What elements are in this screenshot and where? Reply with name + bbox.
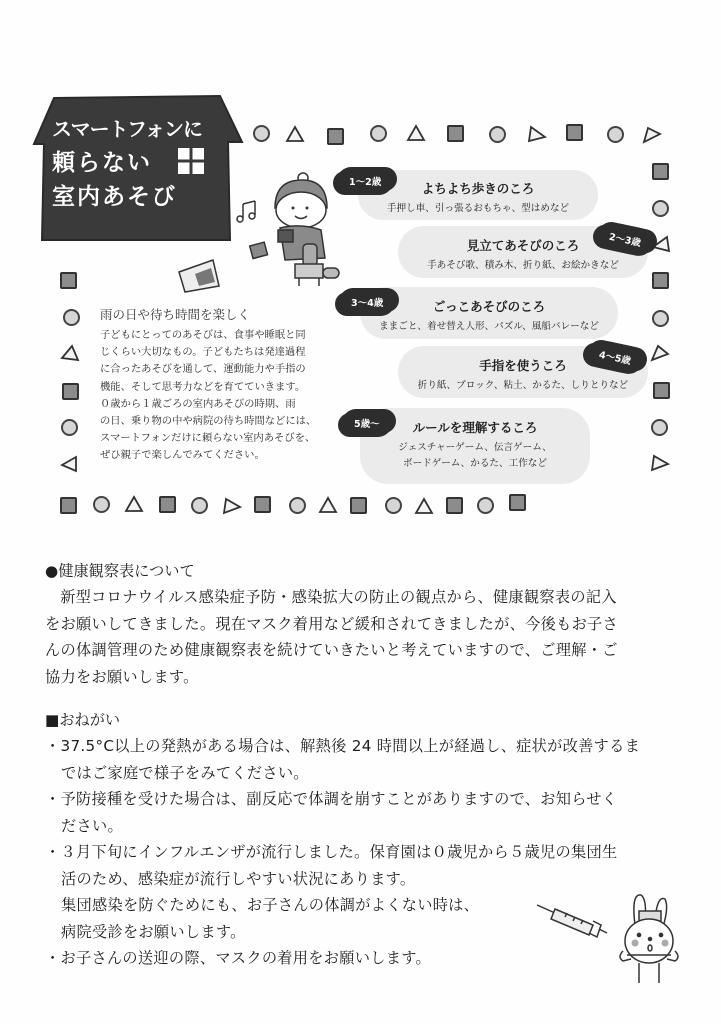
triangle-shape [406, 124, 426, 142]
age-badge: 1～2歳 [340, 170, 390, 192]
circle-shape [289, 497, 306, 514]
intro-line: ０歳から１歳ごろの室内あそびの時期、雨 [100, 397, 296, 410]
request-item [45, 786, 685, 839]
circle-shape [93, 496, 110, 513]
request-line: 活のため、感染症が流行しやすい状況にあります。 [61, 869, 416, 888]
intro-line: の日、乗り物の中や病院の待ち時間などには、 [100, 415, 317, 428]
stage-title: ごっこあそびのころ [432, 299, 546, 314]
stage-title: よちよち歩きのころ [421, 181, 535, 196]
square-shape [509, 494, 526, 511]
paragraph-line: んの体調管理のため健康観察表を続けていきたいと考えていますので、ご理解・ご [45, 641, 618, 659]
triangle-shape [285, 125, 305, 143]
age-badge: 2～3歳 [598, 223, 652, 255]
circle-shape [385, 497, 402, 514]
triangle-shape [124, 495, 144, 513]
paragraph-line: 協力をお願いします。 [45, 667, 199, 686]
title-line-3: 室内あそび [52, 184, 177, 210]
paragraph-line: 新型コロナウイルス感染症予防・感染拡大の防止の観点から、健康観察表の記入 [60, 588, 617, 606]
square-shape [447, 125, 464, 142]
stage-title: 見立てあそびのころ [466, 238, 580, 253]
stage-title: ルールを理解するころ [412, 420, 538, 435]
triangle-shape [318, 496, 338, 514]
intro-line: に合ったあそびを通して、運動能力や手指の [100, 363, 306, 376]
square-shape [566, 124, 583, 141]
square-shape [60, 272, 77, 289]
circle-shape [253, 125, 270, 142]
age-badge: 5歳～ [345, 412, 389, 434]
request-line: ではご家庭で様子をみてください。 [61, 763, 309, 782]
syringe-icon [537, 905, 607, 937]
square-shape [62, 383, 79, 400]
square-shape [327, 128, 344, 145]
triangle-shape [60, 344, 80, 362]
circle-shape [63, 309, 80, 326]
square-shape [254, 496, 271, 513]
stage-title: 手指を使うころ [479, 358, 567, 373]
intro-body [100, 327, 336, 465]
request-line: 集団感染を防ぐためにも、お子さんの体調がよくない時は、 [61, 896, 480, 914]
square-shape [653, 382, 670, 399]
square-shape [446, 497, 463, 514]
circle-shape [191, 497, 208, 514]
health-observation-section [45, 558, 685, 690]
syringe-rabbit-illustration [535, 885, 705, 985]
title-line-1: スマートフォンに [52, 117, 202, 141]
triangle-shape [60, 455, 80, 473]
request-line: ださい。 [61, 816, 123, 835]
stage-examples: 折り紙、ブロック、粘土、かるた、しりとりなど [417, 380, 629, 391]
request-line: ・37.5°C以上の発熱がある場合は、解熱後 24 時間以上が経過し、症状が改善するま [45, 737, 641, 755]
square-shape [652, 163, 669, 180]
triangle-shape [651, 235, 671, 253]
intro-line: スマートフォンだけに頼らない室内あそびを、 [100, 432, 316, 445]
request-line: 病院受診をお願いします。 [61, 922, 246, 941]
rabbit-icon [620, 895, 678, 983]
title-line-2: 頼らない [52, 150, 152, 176]
square-shape [652, 272, 669, 289]
section-heading: ■おねがい [45, 711, 121, 729]
stage-examples: 手押し車、引っ張るおもちゃ、型はめなど [386, 203, 570, 214]
paragraph-line: をお願いしてきました。現在マスク着用など緩和されてきましたが、今後もお子さ [45, 614, 619, 633]
circle-shape [477, 497, 494, 514]
request-line: ・予防接種を受けた場合は、副反応で体調を崩すことがありますので、お知らせく [45, 790, 618, 808]
request-item [45, 733, 685, 786]
square-shape [159, 496, 176, 513]
music-note-icon [237, 201, 255, 222]
circle-shape [370, 125, 387, 142]
intro-line: じくらい大切なもの。子どもたちは発達過程 [100, 346, 306, 359]
circle-shape [607, 126, 624, 143]
triangle-shape [527, 125, 547, 143]
circle-shape [61, 419, 78, 436]
circle-shape [489, 126, 506, 143]
intro-line: ぜひ親子で楽しんでみてください。 [100, 449, 265, 462]
stage-card-3 [360, 287, 618, 339]
child-playing-blocks-illustration [175, 168, 345, 293]
stage-card-5 [360, 408, 590, 484]
circle-shape [652, 310, 669, 327]
section-heading: ●健康観察表について [45, 562, 195, 580]
stage-examples: ままごと、着せ替え人形、パズル、風船バレーなど [379, 321, 599, 332]
triangle-shape [222, 497, 242, 515]
triangle-shape [650, 454, 670, 472]
intro-line: 機能、そして思考力などを育てていきます。 [100, 380, 306, 393]
request-line: ・お子さんの送迎の際、マスクの着用をお願いします。 [45, 949, 431, 967]
intro-line: 子どもにとってのあそびは、食事や睡眠と同 [100, 329, 306, 341]
stage-examples [360, 440, 590, 472]
stage-examples-line: ボードゲーム、かるた、工作など [402, 458, 547, 469]
age-badge: 3～4歳 [342, 291, 392, 313]
request-line: ・３月下旬にインフルエンザが流行しました。保育園は０歳児から５歳児の集団生 [45, 843, 618, 861]
square-shape [350, 497, 367, 514]
circle-shape [652, 200, 669, 217]
stage-examples: 手あそび歌、積み木、折り紙、お絵かきなど [427, 260, 619, 271]
square-shape [60, 497, 77, 514]
intro-heading: 雨の日や待ち時間を楽しく [100, 307, 251, 322]
picture-book-icon [179, 260, 219, 292]
triangle-shape [642, 126, 662, 144]
triangle-shape [650, 344, 670, 362]
age-badge: 4～5歳 [588, 341, 642, 373]
triangle-shape [414, 497, 434, 515]
circle-shape [651, 419, 668, 436]
stage-card-1 [358, 170, 598, 220]
stage-examples-line: ジェスチャーゲーム、伝言ゲーム、 [398, 442, 552, 453]
